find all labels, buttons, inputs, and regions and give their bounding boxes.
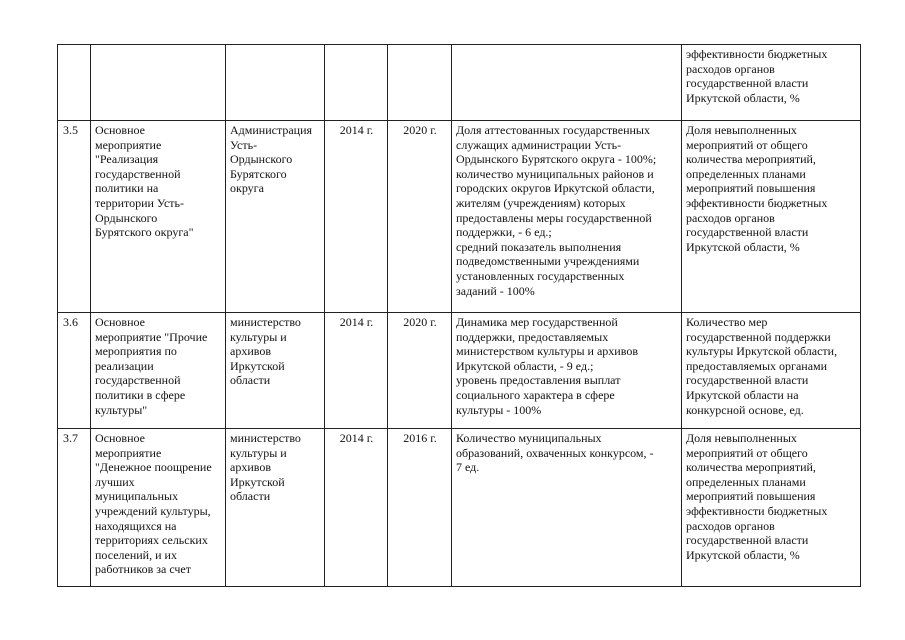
start-date: 2014 г. bbox=[325, 121, 388, 313]
table-row bbox=[58, 429, 861, 587]
end-date: 2016 г. bbox=[388, 429, 452, 587]
row-number: 3.7 bbox=[58, 429, 91, 587]
start-date: 2014 г. bbox=[325, 429, 388, 587]
indicator: Количество мер государственной поддержки культуры Иркутской области, предоставляемых органами государственной власти Иркутской области на конкурсной основе, ед. bbox=[682, 313, 861, 429]
executor: Администрация Усть- Ордынского Бурятского округа bbox=[226, 121, 325, 313]
executor: министерство культуры и архивов Иркутской области bbox=[226, 313, 325, 429]
program-table bbox=[57, 44, 861, 587]
expected-result: Количество муниципальных образований, охваченных конкурсом, - 7 ед. bbox=[452, 429, 682, 587]
row-number bbox=[58, 45, 91, 121]
executor: министерство культуры и архивов Иркутской области bbox=[226, 429, 325, 587]
executor bbox=[226, 45, 325, 121]
expected-result: Доля аттестованных государственных служащих администрации Усть- Ордынского Бурятского округа - 100%; количество муниципальных районов и городских округов Иркутской области, жителям (учреждениям) которых предоставлены меры государственной поддержки, - 6 ед.; средний показатель выполнения подведомственными учреждениями установленных государственных заданий - 100% bbox=[452, 121, 682, 313]
end-date: 2020 г. bbox=[388, 313, 452, 429]
table-row bbox=[58, 121, 861, 313]
indicator: эффективности бюджетных расходов органов государственной власти Иркутской области, % bbox=[682, 45, 861, 121]
table-row bbox=[58, 313, 861, 429]
measure-name: Основное мероприятие "Денежное поощрение лучших муниципальных учреждений культуры, находящихся на территориях сельских поселений, и их работников за счет bbox=[91, 429, 226, 587]
expected-result: Динамика мер государственной поддержки, предоставляемых министерством культуры и архивов Иркутской области, - 9 ед.; уровень предоставления выплат социального характера в сфере культуры - 100% bbox=[452, 313, 682, 429]
indicator: Доля невыполненных мероприятий от общего количества мероприятий, определенных планами мероприятий повышения эффективности бюджетных расходов органов государственной власти Иркутской области, % bbox=[682, 429, 861, 587]
end-date bbox=[388, 45, 452, 121]
start-date: 2014 г. bbox=[325, 313, 388, 429]
indicator: Доля невыполненных мероприятий от общего количества мероприятий, определенных планами мероприятий повышения эффективности бюджетных расходов органов государственной власти Иркутской области, % bbox=[682, 121, 861, 313]
measure-name bbox=[91, 45, 226, 121]
row-number: 3.5 bbox=[58, 121, 91, 313]
measure-name: Основное мероприятие "Прочие мероприятия по реализации государственной политики в сфере культуры" bbox=[91, 313, 226, 429]
table-row bbox=[58, 45, 861, 121]
expected-result bbox=[452, 45, 682, 121]
row-number: 3.6 bbox=[58, 313, 91, 429]
measure-name: Основное мероприятие "Реализация государственной политики на территории Усть- Ордынского Бурятского округа" bbox=[91, 121, 226, 313]
end-date: 2020 г. bbox=[388, 121, 452, 313]
start-date bbox=[325, 45, 388, 121]
